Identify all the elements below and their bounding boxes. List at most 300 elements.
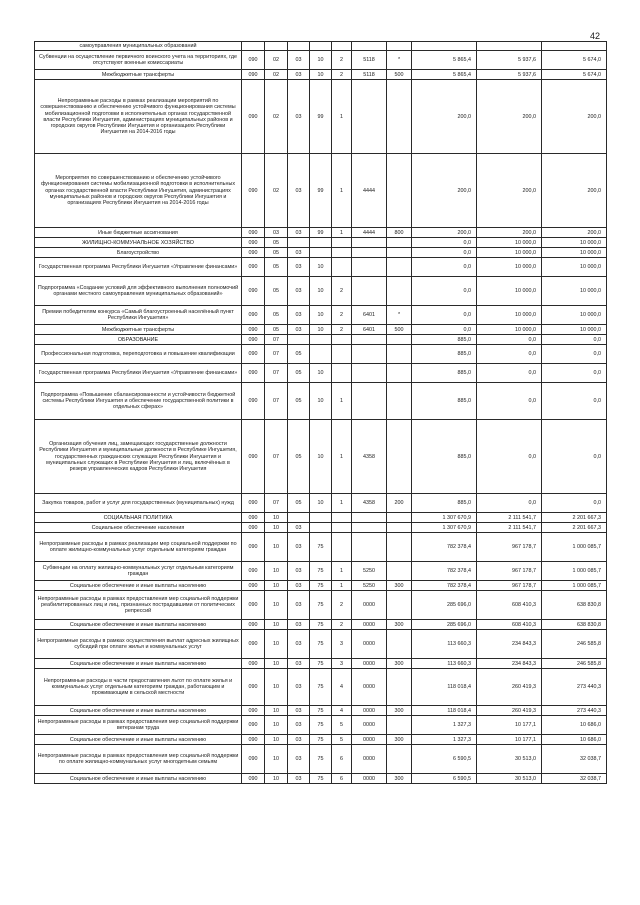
- grbs-code-cell: 090: [242, 80, 265, 154]
- amount-year3-cell: 5 674,0: [542, 51, 607, 70]
- row-name-cell: Непрограммные расходы в рамках реализации мероприятий по совершенствованию и обеспечению устойчивого функционирования системы мобилизационной подготовки в исполнительных органах государственной власти Республики Ингушетия, администрациях муниципальных районов и городских округов Республики Ингушетия и организациях Республики Ингушетия на 2014-2016 годы: [35, 80, 242, 154]
- amount-year1-cell: 0,0: [412, 258, 477, 277]
- subsection-code-cell: 03: [288, 774, 310, 784]
- activity-code-cell: 0000: [352, 745, 387, 774]
- activity-code-cell: [352, 383, 387, 420]
- subsection-code-cell: 03: [288, 659, 310, 669]
- amount-year2-cell: 0,0: [477, 364, 542, 383]
- program-code-cell: [310, 335, 332, 345]
- amount-year1-cell: 5 865,4: [412, 51, 477, 70]
- amount-year1-cell: 782 378,4: [412, 562, 477, 581]
- subsection-code-cell: 03: [288, 306, 310, 325]
- row-name-cell: Организация обучения лиц, замещающих государственные должности Республики Ингушетия и муниципальные должности в Республике Ингушетия, государственных гражданских служащих Республики Ингушетия и муниципальных служащих в Республике Ингушетия и лиц, включённых в резерв управленческих кадров Республики Ингушетия: [35, 420, 242, 494]
- program-code-cell: 10: [310, 306, 332, 325]
- table-row: [35, 562, 607, 581]
- section-code-cell: 10: [265, 745, 288, 774]
- activity-code-cell: 6401: [352, 306, 387, 325]
- subsection-code-cell: 03: [288, 248, 310, 258]
- table-row: [35, 735, 607, 745]
- section-code-cell: 02: [265, 80, 288, 154]
- amount-year1-cell: 885,0: [412, 420, 477, 494]
- grbs-code-cell: 090: [242, 277, 265, 306]
- amount-year2-cell: 234 843,3: [477, 659, 542, 669]
- subsection-code-cell: [288, 335, 310, 345]
- table-row: [35, 383, 607, 420]
- activity-code-cell: [352, 258, 387, 277]
- amount-year3-cell: [542, 42, 607, 51]
- expense-type-cell: 300: [387, 735, 412, 745]
- program-code-cell: 75: [310, 620, 332, 630]
- grbs-code-cell: 090: [242, 70, 265, 80]
- expense-type-cell: *: [387, 51, 412, 70]
- amount-year3-cell: 246 585,8: [542, 659, 607, 669]
- table-row: [35, 659, 607, 669]
- row-name-cell: Социальное обеспечение и иные выплаты населению: [35, 774, 242, 784]
- subprogram-code-cell: 6: [332, 745, 352, 774]
- table-row: [35, 335, 607, 345]
- amount-year3-cell: 200,0: [542, 228, 607, 238]
- section-code-cell: 05: [265, 325, 288, 335]
- amount-year2-cell: 967 178,7: [477, 581, 542, 591]
- amount-year3-cell: 32 038,7: [542, 774, 607, 784]
- row-name-cell: Межбюджетные трансферты: [35, 325, 242, 335]
- grbs-code-cell: 090: [242, 154, 265, 228]
- subsection-code-cell: 03: [288, 591, 310, 620]
- amount-year1-cell: 885,0: [412, 494, 477, 513]
- subprogram-code-cell: [332, 335, 352, 345]
- expense-type-cell: [387, 533, 412, 562]
- amount-year1-cell: 885,0: [412, 364, 477, 383]
- amount-year2-cell: 2 111 541,7: [477, 513, 542, 523]
- table-row: [35, 591, 607, 620]
- amount-year2-cell: 0,0: [477, 494, 542, 513]
- subprogram-code-cell: 2: [332, 620, 352, 630]
- section-code-cell: 02: [265, 51, 288, 70]
- row-name-cell: Социальное обеспечение и иные выплаты населению: [35, 735, 242, 745]
- grbs-code-cell: 090: [242, 620, 265, 630]
- activity-code-cell: [352, 513, 387, 523]
- section-code-cell: 02: [265, 154, 288, 228]
- row-name-cell: Непрограммные расходы в рамках реализации мер социальной поддержки по оплате жилищно-коммунальных услуг отдельным категориям граждан: [35, 533, 242, 562]
- amount-year3-cell: 638 830,8: [542, 620, 607, 630]
- row-name-cell: Непрограммные расходы в рамках предоставления мер социальной поддержки реабилитированных лиц и лиц, признанных пострадавшими от политических репрессий: [35, 591, 242, 620]
- amount-year2-cell: 200,0: [477, 228, 542, 238]
- subsection-code-cell: 03: [288, 277, 310, 306]
- expense-type-cell: [387, 420, 412, 494]
- section-code-cell: 10: [265, 591, 288, 620]
- section-code-cell: 10: [265, 533, 288, 562]
- expense-type-cell: [387, 335, 412, 345]
- amount-year2-cell: 200,0: [477, 80, 542, 154]
- grbs-code-cell: 090: [242, 716, 265, 735]
- amount-year1-cell: 885,0: [412, 335, 477, 345]
- activity-code-cell: 5250: [352, 581, 387, 591]
- amount-year2-cell: 0,0: [477, 335, 542, 345]
- amount-year1-cell: 782 378,4: [412, 581, 477, 591]
- amount-year3-cell: 1 000 085,7: [542, 562, 607, 581]
- grbs-code-cell: 090: [242, 420, 265, 494]
- activity-code-cell: [352, 238, 387, 248]
- amount-year2-cell: 10 000,0: [477, 325, 542, 335]
- expense-type-cell: *: [387, 306, 412, 325]
- grbs-code-cell: 090: [242, 774, 265, 784]
- amount-year3-cell: 273 440,3: [542, 706, 607, 716]
- section-code-cell: 07: [265, 335, 288, 345]
- section-code-cell: 05: [265, 306, 288, 325]
- program-code-cell: 75: [310, 659, 332, 669]
- activity-code-cell: [352, 42, 387, 51]
- subsection-code-cell: 03: [288, 620, 310, 630]
- subprogram-code-cell: 2: [332, 51, 352, 70]
- amount-year2-cell: [477, 42, 542, 51]
- amount-year1-cell: 1 327,3: [412, 716, 477, 735]
- amount-year1-cell: 200,0: [412, 154, 477, 228]
- expense-type-cell: [387, 513, 412, 523]
- program-code-cell: 75: [310, 630, 332, 659]
- table-row: [35, 581, 607, 591]
- expense-type-cell: [387, 42, 412, 51]
- table-row: [35, 258, 607, 277]
- program-code-cell: 10: [310, 420, 332, 494]
- amount-year1-cell: 0,0: [412, 238, 477, 248]
- amount-year2-cell: 10 177,1: [477, 735, 542, 745]
- expense-type-cell: 500: [387, 70, 412, 80]
- amount-year3-cell: 32 038,7: [542, 745, 607, 774]
- subprogram-code-cell: [332, 42, 352, 51]
- amount-year2-cell: 30 513,0: [477, 774, 542, 784]
- activity-code-cell: 0000: [352, 706, 387, 716]
- grbs-code-cell: 090: [242, 494, 265, 513]
- program-code-cell: 10: [310, 383, 332, 420]
- activity-code-cell: 4444: [352, 228, 387, 238]
- amount-year2-cell: 608 410,3: [477, 620, 542, 630]
- row-name-cell: Субвенции на осуществление первичного воинского учета на территориях, где отсутствуют военные комиссариаты: [35, 51, 242, 70]
- table-row: [35, 325, 607, 335]
- activity-code-cell: [352, 533, 387, 562]
- row-name-cell: Мероприятия по совершенствованию и обеспечению устойчивого функционирования системы мобилизационной подготовки в исполнительных органах государственной власти Республики Ингушетия, администрациях муниципальных районов и городских округов Республики Ингушетия и организациях Республики Ингушетия на 2014-2016 годы: [35, 154, 242, 228]
- section-code-cell: 07: [265, 494, 288, 513]
- expense-type-cell: 300: [387, 620, 412, 630]
- subsection-code-cell: 03: [288, 533, 310, 562]
- activity-code-cell: 0000: [352, 659, 387, 669]
- activity-code-cell: [352, 364, 387, 383]
- section-code-cell: 07: [265, 345, 288, 364]
- program-code-cell: 10: [310, 70, 332, 80]
- subprogram-code-cell: 3: [332, 659, 352, 669]
- amount-year3-cell: 0,0: [542, 364, 607, 383]
- amount-year3-cell: 0,0: [542, 383, 607, 420]
- section-code-cell: 05: [265, 248, 288, 258]
- amount-year2-cell: 2 111 541,7: [477, 523, 542, 533]
- activity-code-cell: 6401: [352, 325, 387, 335]
- budget-table: [34, 41, 607, 784]
- table-row: [35, 345, 607, 364]
- amount-year1-cell: 118 018,4: [412, 706, 477, 716]
- grbs-code-cell: 090: [242, 659, 265, 669]
- amount-year2-cell: 200,0: [477, 154, 542, 228]
- subprogram-code-cell: [332, 513, 352, 523]
- page-number: 42: [589, 31, 600, 41]
- subprogram-code-cell: [332, 345, 352, 364]
- subsection-code-cell: 05: [288, 383, 310, 420]
- program-code-cell: 75: [310, 735, 332, 745]
- row-name-cell: Премии победителям конкурса «Самый благоустроенный населённый пункт Республики Ингушетия»: [35, 306, 242, 325]
- activity-code-cell: [352, 523, 387, 533]
- subsection-code-cell: 03: [288, 523, 310, 533]
- subprogram-code-cell: 1: [332, 562, 352, 581]
- section-code-cell: 10: [265, 630, 288, 659]
- amount-year2-cell: 234 843,3: [477, 630, 542, 659]
- activity-code-cell: 5118: [352, 51, 387, 70]
- subsection-code-cell: 03: [288, 745, 310, 774]
- amount-year2-cell: 0,0: [477, 383, 542, 420]
- section-code-cell: 10: [265, 513, 288, 523]
- subsection-code-cell: 03: [288, 51, 310, 70]
- amount-year1-cell: 200,0: [412, 80, 477, 154]
- amount-year1-cell: 0,0: [412, 248, 477, 258]
- program-code-cell: 75: [310, 716, 332, 735]
- section-code-cell: 03: [265, 228, 288, 238]
- program-code-cell: 99: [310, 80, 332, 154]
- grbs-code-cell: 090: [242, 591, 265, 620]
- expense-type-cell: [387, 80, 412, 154]
- table-row: [35, 228, 607, 238]
- subprogram-code-cell: 2: [332, 325, 352, 335]
- subsection-code-cell: 05: [288, 494, 310, 513]
- amount-year3-cell: 0,0: [542, 420, 607, 494]
- row-name-cell: Непрограммные расходы в рамках осуществления выплат адресных жилищных субсидий при оплате жилья и коммунальных услуг: [35, 630, 242, 659]
- program-code-cell: 10: [310, 277, 332, 306]
- grbs-code-cell: 090: [242, 669, 265, 706]
- table-row: [35, 716, 607, 735]
- amount-year1-cell: 113 660,3: [412, 659, 477, 669]
- subprogram-code-cell: 1: [332, 383, 352, 420]
- subprogram-code-cell: [332, 238, 352, 248]
- program-code-cell: [310, 345, 332, 364]
- amount-year3-cell: 200,0: [542, 80, 607, 154]
- grbs-code-cell: 090: [242, 335, 265, 345]
- table-row: [35, 513, 607, 523]
- grbs-code-cell: 090: [242, 345, 265, 364]
- expense-type-cell: [387, 383, 412, 420]
- subprogram-code-cell: 5: [332, 735, 352, 745]
- activity-code-cell: 0000: [352, 774, 387, 784]
- program-code-cell: [310, 513, 332, 523]
- amount-year1-cell: 1 327,3: [412, 735, 477, 745]
- activity-code-cell: [352, 248, 387, 258]
- amount-year1-cell: 6 590,5: [412, 745, 477, 774]
- table-row: [35, 306, 607, 325]
- expense-type-cell: 500: [387, 325, 412, 335]
- grbs-code-cell: 090: [242, 248, 265, 258]
- program-code-cell: 75: [310, 562, 332, 581]
- expense-type-cell: [387, 248, 412, 258]
- amount-year2-cell: 10 177,1: [477, 716, 542, 735]
- amount-year1-cell: 1 307 670,9: [412, 523, 477, 533]
- grbs-code-cell: 090: [242, 513, 265, 523]
- amount-year3-cell: 10 000,0: [542, 306, 607, 325]
- amount-year3-cell: 5 674,0: [542, 70, 607, 80]
- amount-year1-cell: 782 378,4: [412, 533, 477, 562]
- activity-code-cell: 0000: [352, 591, 387, 620]
- subsection-code-cell: 05: [288, 345, 310, 364]
- subsection-code-cell: 03: [288, 154, 310, 228]
- row-name-cell: Непрограммные расходы в части предоставления льгот по оплате жилья и коммунальных услуг отдельным категориям граждан, работающим и проживающим в сельской местности: [35, 669, 242, 706]
- grbs-code-cell: 090: [242, 51, 265, 70]
- table-row: [35, 238, 607, 248]
- row-name-cell: Государственная программа Республики Ингушетия «Управление финансами»: [35, 364, 242, 383]
- table-row: [35, 669, 607, 706]
- table-row: [35, 154, 607, 228]
- subsection-code-cell: 05: [288, 420, 310, 494]
- expense-type-cell: [387, 745, 412, 774]
- amount-year1-cell: 0,0: [412, 306, 477, 325]
- table-row: [35, 745, 607, 774]
- subsection-code-cell: 03: [288, 630, 310, 659]
- row-name-cell: Социальное обеспечение и иные выплаты населению: [35, 581, 242, 591]
- amount-year2-cell: 5 937,6: [477, 51, 542, 70]
- subsection-code-cell: [288, 513, 310, 523]
- subprogram-code-cell: [332, 248, 352, 258]
- amount-year1-cell: 5 865,4: [412, 70, 477, 80]
- program-code-cell: 75: [310, 774, 332, 784]
- section-code-cell: 10: [265, 774, 288, 784]
- row-name-cell: Иные бюджетные ассигнования: [35, 228, 242, 238]
- subsection-code-cell: 03: [288, 669, 310, 706]
- expense-type-cell: [387, 591, 412, 620]
- amount-year1-cell: 118 018,4: [412, 669, 477, 706]
- row-name-cell: Благоустройство: [35, 248, 242, 258]
- subsection-code-cell: [288, 238, 310, 248]
- amount-year3-cell: 2 201 667,3: [542, 523, 607, 533]
- expense-type-cell: 300: [387, 581, 412, 591]
- expense-type-cell: [387, 258, 412, 277]
- row-name-cell: Социальное обеспечение населения: [35, 523, 242, 533]
- activity-code-cell: 0000: [352, 716, 387, 735]
- amount-year3-cell: 1 000 085,7: [542, 533, 607, 562]
- amount-year3-cell: 10 000,0: [542, 238, 607, 248]
- subprogram-code-cell: 4: [332, 669, 352, 706]
- grbs-code-cell: 090: [242, 228, 265, 238]
- subsection-code-cell: 03: [288, 735, 310, 745]
- subprogram-code-cell: [332, 258, 352, 277]
- expense-type-cell: [387, 669, 412, 706]
- row-name-cell: Государственная программа Республики Ингушетия «Управление финансами»: [35, 258, 242, 277]
- section-code-cell: [265, 42, 288, 51]
- amount-year2-cell: 10 000,0: [477, 248, 542, 258]
- activity-code-cell: 5250: [352, 562, 387, 581]
- section-code-cell: 10: [265, 669, 288, 706]
- program-code-cell: [310, 42, 332, 51]
- amount-year2-cell: 10 000,0: [477, 277, 542, 306]
- row-name-cell: Подпрограмма «Создание условий для эффективного выполнения полномочий органами местного самоуправления муниципальных образований»: [35, 277, 242, 306]
- table-row: [35, 620, 607, 630]
- amount-year3-cell: 0,0: [542, 494, 607, 513]
- grbs-code-cell: 090: [242, 238, 265, 248]
- grbs-code-cell: 090: [242, 258, 265, 277]
- table-row: [35, 70, 607, 80]
- table-row: [35, 774, 607, 784]
- grbs-code-cell: 090: [242, 523, 265, 533]
- program-code-cell: 10: [310, 364, 332, 383]
- amount-year3-cell: 10 000,0: [542, 325, 607, 335]
- table-row: [35, 706, 607, 716]
- expense-type-cell: 300: [387, 706, 412, 716]
- amount-year3-cell: 10 686,0: [542, 735, 607, 745]
- subsection-code-cell: 03: [288, 325, 310, 335]
- activity-code-cell: 4358: [352, 420, 387, 494]
- subsection-code-cell: [288, 42, 310, 51]
- program-code-cell: 99: [310, 228, 332, 238]
- subsection-code-cell: 03: [288, 706, 310, 716]
- program-code-cell: 99: [310, 154, 332, 228]
- amount-year2-cell: 608 410,3: [477, 591, 542, 620]
- amount-year3-cell: 638 830,8: [542, 591, 607, 620]
- amount-year1-cell: 285 696,0: [412, 591, 477, 620]
- row-name-cell: СОЦИАЛЬНАЯ ПОЛИТИКА: [35, 513, 242, 523]
- activity-code-cell: [352, 335, 387, 345]
- section-code-cell: 10: [265, 659, 288, 669]
- subprogram-code-cell: 2: [332, 306, 352, 325]
- program-code-cell: 10: [310, 325, 332, 335]
- subprogram-code-cell: 2: [332, 70, 352, 80]
- table-row: [35, 364, 607, 383]
- grbs-code-cell: 090: [242, 630, 265, 659]
- amount-year2-cell: 10 000,0: [477, 238, 542, 248]
- amount-year3-cell: 1 000 085,7: [542, 581, 607, 591]
- grbs-code-cell: 090: [242, 706, 265, 716]
- table-row: [35, 494, 607, 513]
- activity-code-cell: 5118: [352, 70, 387, 80]
- amount-year3-cell: 10 000,0: [542, 258, 607, 277]
- expense-type-cell: [387, 154, 412, 228]
- table-row: [35, 80, 607, 154]
- expense-type-cell: 800: [387, 228, 412, 238]
- amount-year2-cell: 260 419,3: [477, 669, 542, 706]
- section-code-cell: 10: [265, 735, 288, 745]
- row-name-cell: Профессиональная подготовка, переподготовка и повышение квалификации: [35, 345, 242, 364]
- table-row: [35, 42, 607, 51]
- program-code-cell: 75: [310, 706, 332, 716]
- amount-year1-cell: [412, 42, 477, 51]
- table-row: [35, 277, 607, 306]
- activity-code-cell: [352, 345, 387, 364]
- amount-year1-cell: 1 307 670,9: [412, 513, 477, 523]
- table-row: [35, 533, 607, 562]
- subsection-code-cell: 03: [288, 716, 310, 735]
- amount-year1-cell: 885,0: [412, 383, 477, 420]
- program-code-cell: 75: [310, 745, 332, 774]
- subsection-code-cell: 03: [288, 228, 310, 238]
- section-code-cell: 10: [265, 562, 288, 581]
- grbs-code-cell: 090: [242, 306, 265, 325]
- row-name-cell: Социальное обеспечение и иные выплаты населению: [35, 659, 242, 669]
- amount-year3-cell: 10 000,0: [542, 248, 607, 258]
- amount-year2-cell: 10 000,0: [477, 306, 542, 325]
- table-row: [35, 630, 607, 659]
- amount-year1-cell: 113 660,3: [412, 630, 477, 659]
- section-code-cell: 05: [265, 238, 288, 248]
- grbs-code-cell: 090: [242, 745, 265, 774]
- program-code-cell: 75: [310, 669, 332, 706]
- grbs-code-cell: 090: [242, 562, 265, 581]
- row-name-cell: Закупка товаров, работ и услуг для государственных (муниципальных) нужд: [35, 494, 242, 513]
- grbs-code-cell: [242, 42, 265, 51]
- subprogram-code-cell: 2: [332, 591, 352, 620]
- subprogram-code-cell: 4: [332, 706, 352, 716]
- expense-type-cell: 300: [387, 774, 412, 784]
- expense-type-cell: [387, 562, 412, 581]
